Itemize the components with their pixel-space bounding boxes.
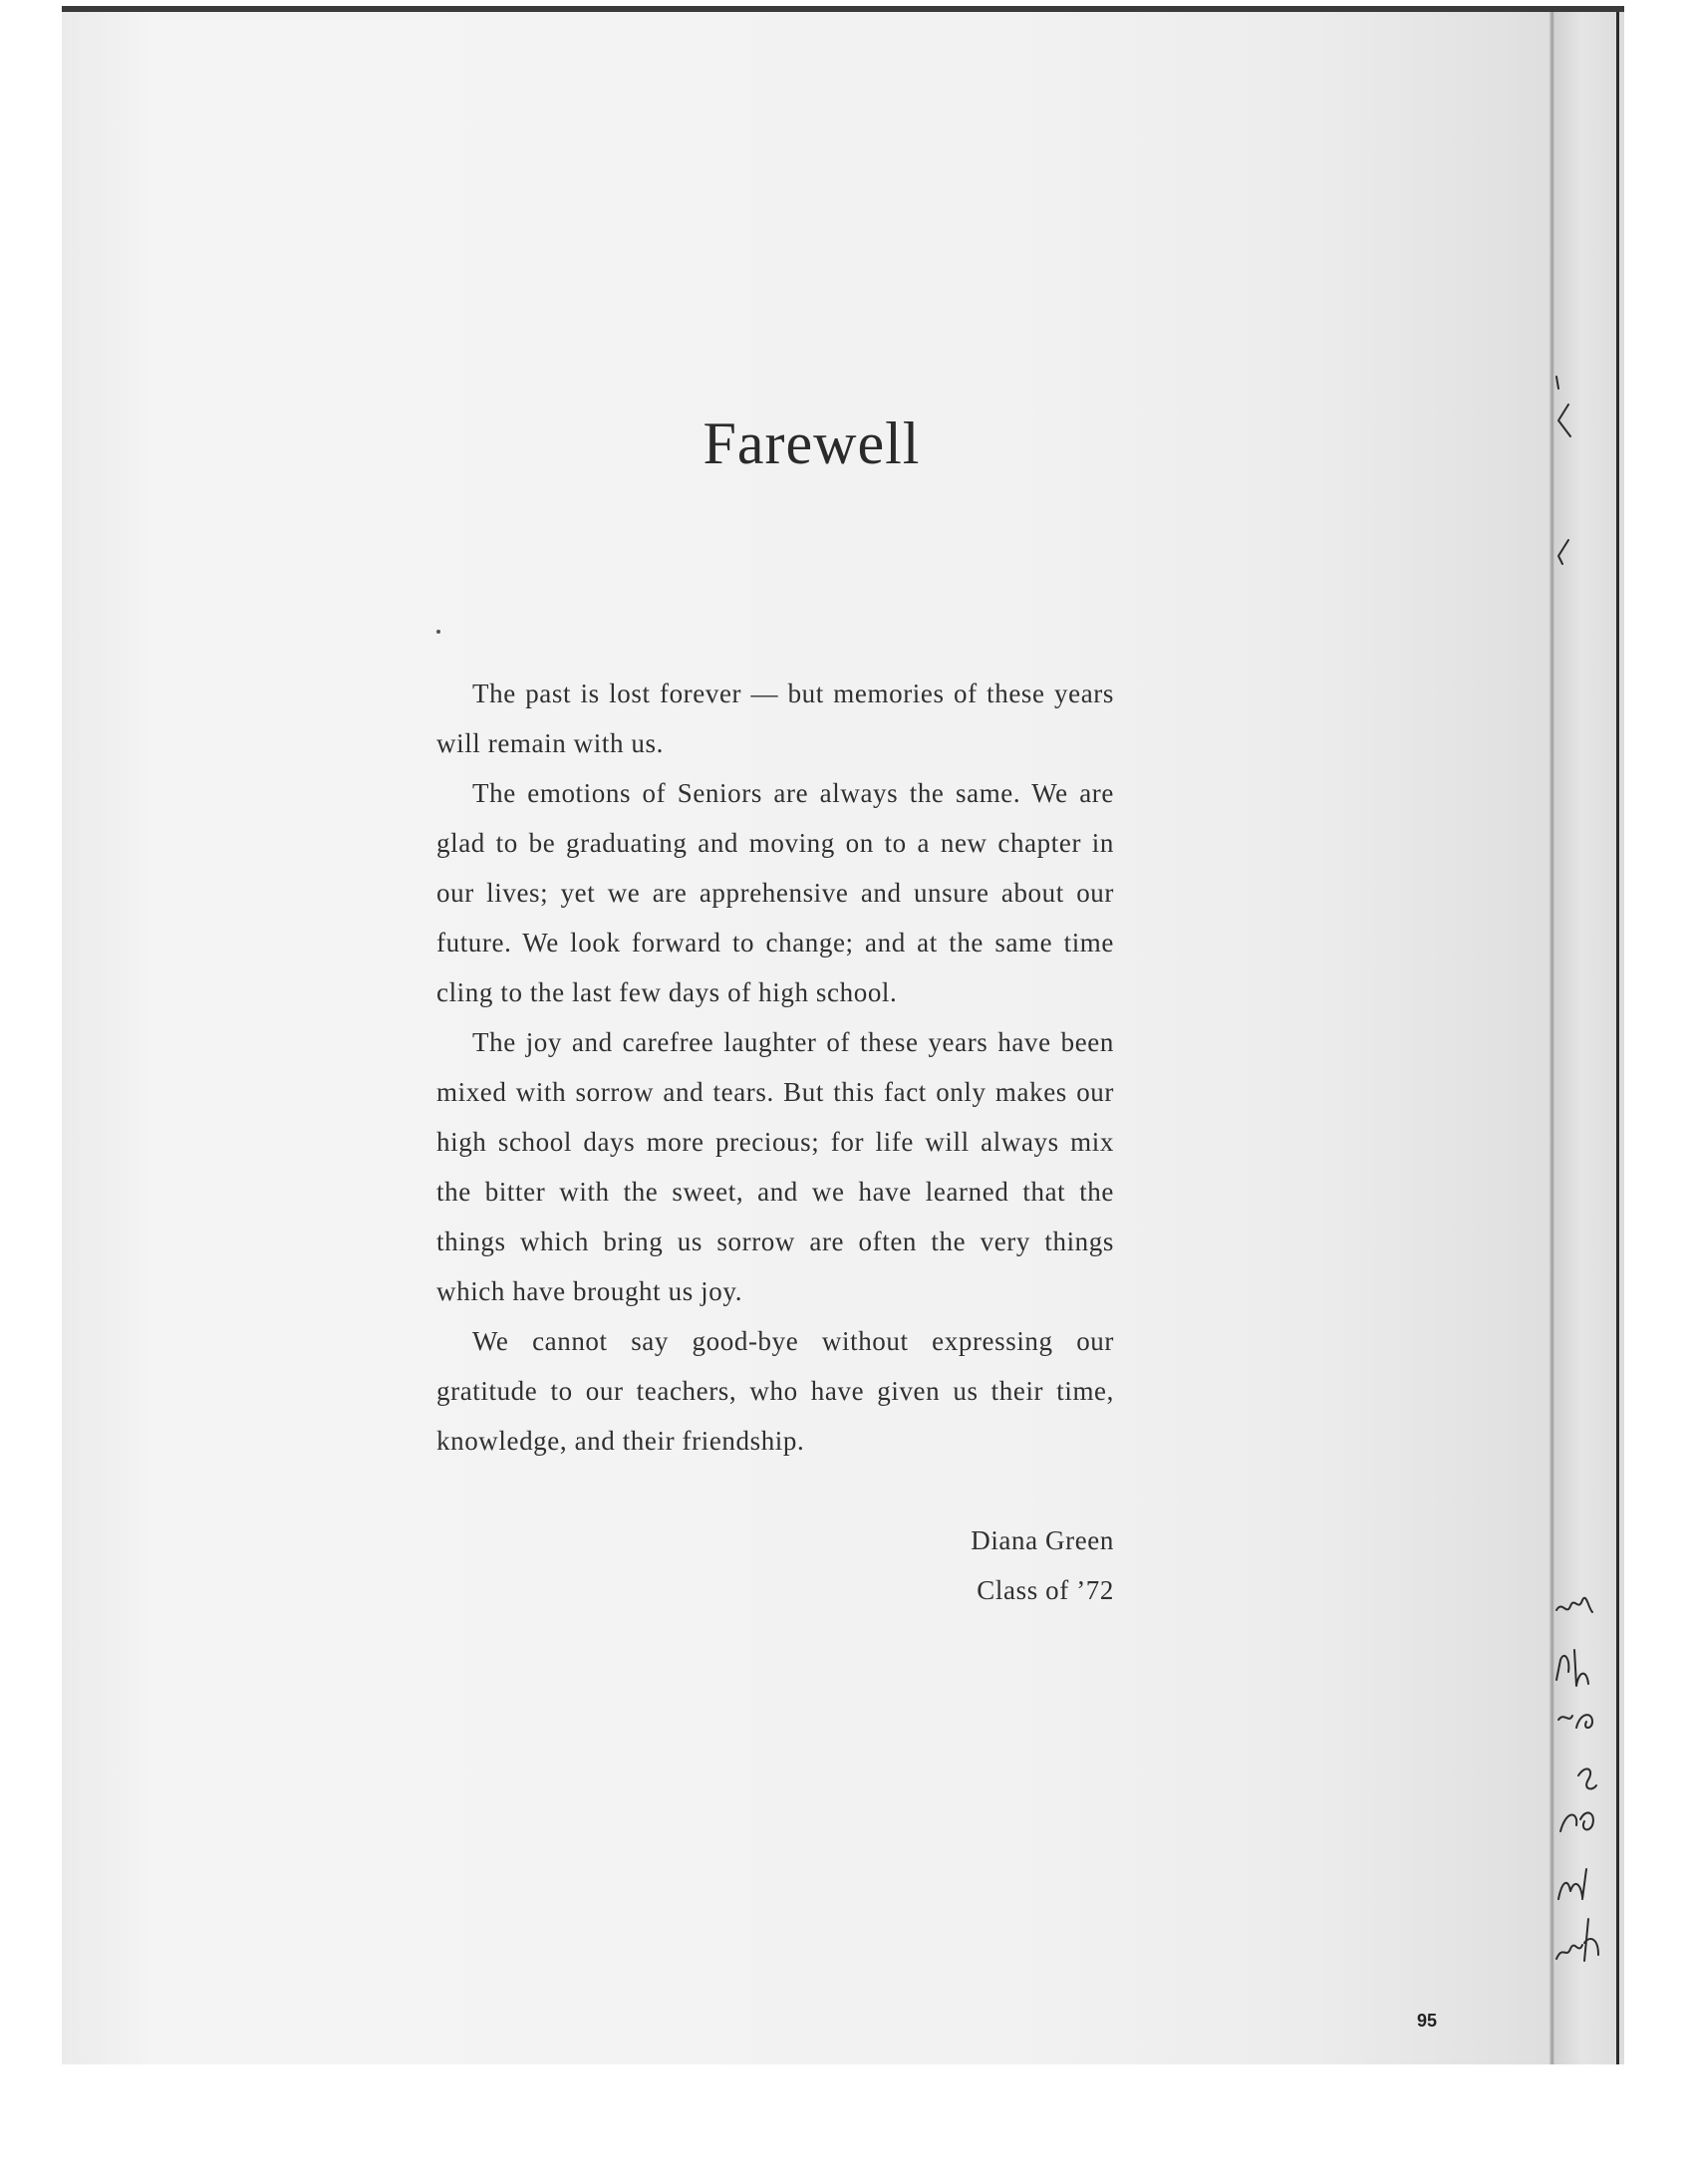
paragraph: The emotions of Seniors are always the same. We are glad to be graduating and moving on to a new chapter in our lives; yet we are apprehensive and unsure about our future. We look forward to change; and at the same time cling to the last few days of high school.: [436, 778, 1114, 1007]
body-text: [436, 669, 1114, 1466]
author-class: Class of ’72: [977, 1575, 1114, 1605]
page-number: 95: [1417, 2011, 1438, 2031]
paragraph: The past is lost forever — but memories of these years will remain with us.: [436, 679, 1114, 758]
stray-mark: [436, 630, 440, 634]
author-name: Diana Green: [971, 1525, 1114, 1555]
handwritten-marks: [1552, 6, 1624, 2064]
signature-block: [436, 1515, 1114, 1615]
scanned-page: [62, 6, 1624, 2064]
paragraph: The joy and carefree laughter of these years have been mixed with sorrow and tears. But this fact only makes our high school days more precious; for life will always mix the bitter with the sweet, and we have learned that the things which bring us sorrow are often the very things which have brought us joy.: [436, 1027, 1114, 1306]
top-edge-rule: [62, 6, 1624, 12]
paragraph: We cannot say good-bye without expressing our gratitude to our teachers, who have given us their time, knowledge, and their friendship.: [436, 1326, 1114, 1456]
page-title: Farewell: [703, 410, 921, 476]
